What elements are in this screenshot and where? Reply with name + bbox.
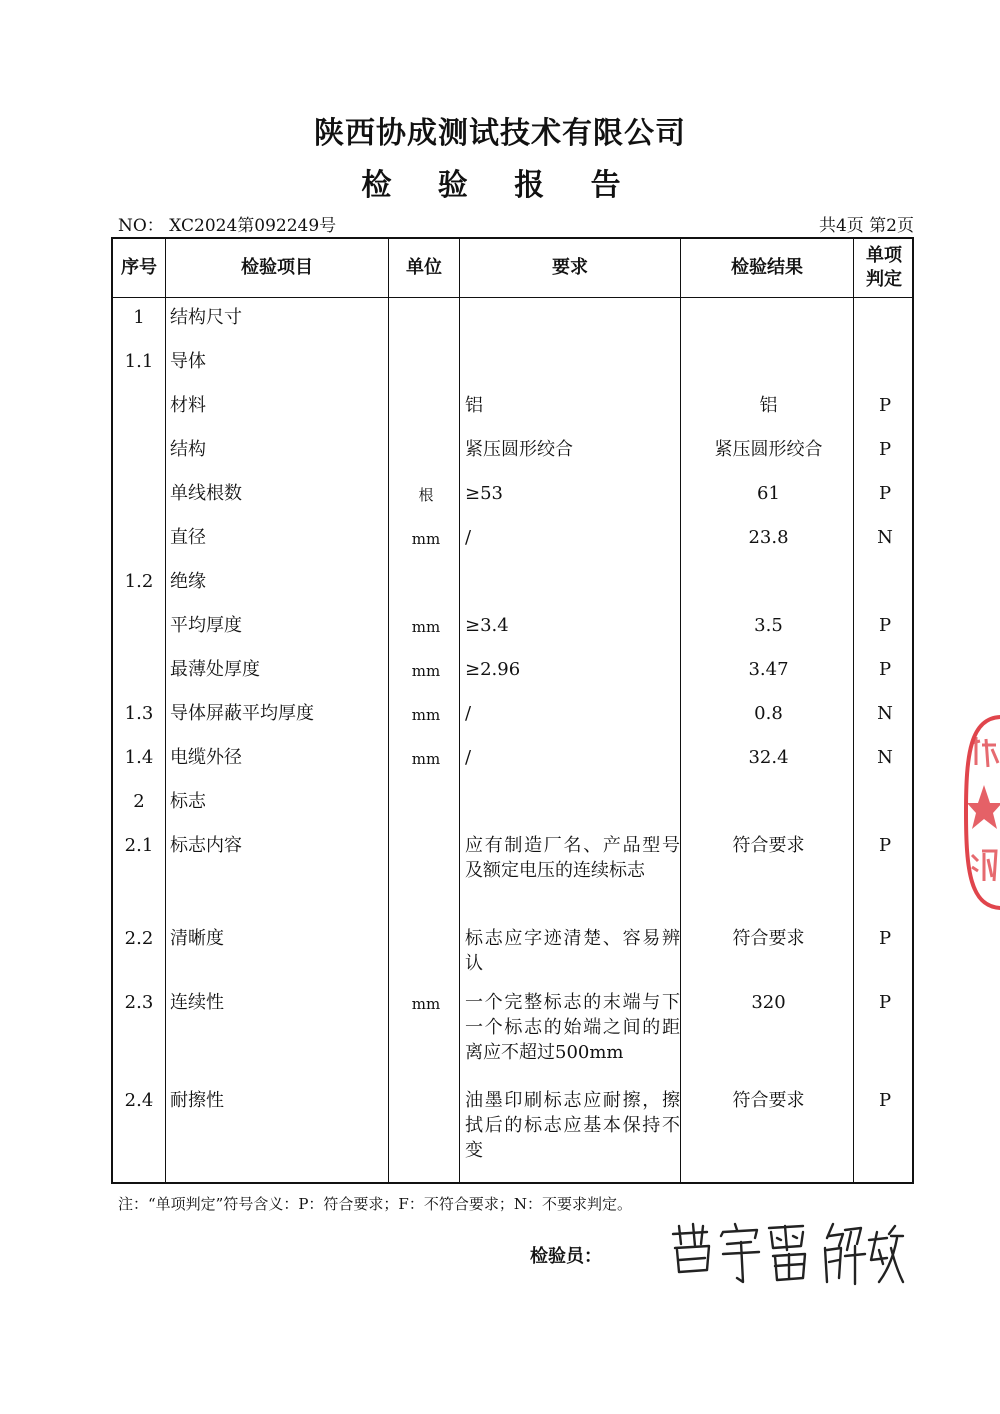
row-unit: mm: [411, 706, 441, 724]
row-judgment: P: [878, 992, 892, 1013]
row-requirement: ≥3.4: [465, 615, 509, 636]
page-indicator: 共4页 第2页: [818, 216, 914, 236]
report-meta: [118, 211, 914, 235]
row-seq: 1: [133, 307, 145, 328]
row-requirement: 一个完整标志的末端与下一个标志的始端之间的距离应不超过500mm: [465, 992, 680, 1063]
row-seq: 2.1: [124, 835, 154, 856]
col-header-item: 检验项目: [241, 257, 313, 278]
row-judgment: P: [878, 615, 892, 636]
seal-stamp-image: [962, 715, 1000, 910]
col-header-judgment-line1: 单项: [866, 245, 902, 266]
row-result: 61: [757, 483, 780, 504]
col-header-unit: 单位: [406, 257, 442, 278]
row-item: 连续性: [170, 992, 224, 1013]
row-result: 符合要求: [732, 835, 805, 856]
row-result: 320: [751, 992, 786, 1013]
row-unit: mm: [411, 995, 441, 1013]
row-judgment: N: [877, 527, 893, 548]
row-result: 0.8: [754, 703, 783, 724]
row-unit: 根: [418, 486, 434, 504]
row-judgment: P: [878, 1090, 892, 1111]
row-result: 符合要求: [732, 928, 805, 949]
row-requirement: /: [465, 527, 472, 548]
row-result: 32.4: [748, 747, 789, 768]
row-judgment: N: [877, 703, 893, 724]
col-header-judgment: [854, 239, 914, 297]
row-seq: 2.2: [124, 928, 154, 949]
row-unit: mm: [411, 750, 441, 768]
row-result: 3.5: [754, 615, 783, 636]
row-seq: 2.3: [124, 992, 154, 1013]
row-unit: mm: [411, 662, 441, 680]
col-header-judgment-line2: 判定: [866, 269, 902, 290]
row-requirement: 标志应字迹清楚、容易辨认: [465, 928, 680, 974]
row-item: 直径: [170, 527, 206, 548]
seal-stamp: [962, 715, 1000, 910]
row-item: 平均厚度: [170, 615, 242, 636]
row-requirement: /: [465, 703, 472, 724]
col-header-seq: 序号: [121, 257, 157, 278]
row-requirement: /: [465, 747, 472, 768]
row-item: 清晰度: [170, 928, 224, 949]
row-item: 绝缘: [170, 571, 206, 592]
row-judgment: P: [878, 439, 892, 460]
row-item: 结构: [170, 439, 206, 460]
row-judgment: P: [878, 835, 892, 856]
row-seq: 1.4: [124, 747, 154, 768]
inspector-label: 检验员：: [530, 1246, 602, 1267]
row-item: 标志: [170, 791, 206, 812]
row-item: 导体屏蔽平均厚度: [170, 703, 314, 724]
row-judgment: P: [878, 928, 892, 949]
row-requirement: 紧压圆形绞合: [465, 439, 573, 460]
signature-image: [665, 1220, 905, 1290]
inspection-table: [111, 237, 914, 1184]
row-unit: mm: [411, 618, 441, 636]
row-item: 电缆外径: [170, 747, 242, 768]
row-result: 3.47: [748, 659, 789, 680]
legend-note: 注：“单项判定”符号含义：P：符合要求；F：不符合要求；N：不要求判定。: [118, 1195, 632, 1213]
col-header-result: 检验结果: [731, 257, 803, 278]
row-requirement: ≥2.96: [465, 659, 521, 680]
report-number: NO： XC2024第092249号: [118, 216, 337, 236]
row-result: 铝: [759, 395, 778, 416]
row-item: 标志内容: [170, 835, 242, 856]
row-item: 最薄处厚度: [170, 659, 260, 680]
row-item: 耐擦性: [170, 1090, 224, 1111]
report-title: 检 验 报 告: [361, 168, 639, 203]
row-unit: mm: [411, 530, 441, 548]
row-item: 导体: [170, 351, 206, 372]
row-seq: 2: [133, 791, 145, 812]
row-seq: 1.2: [124, 571, 154, 592]
row-item: 材料: [170, 395, 206, 416]
row-judgment: P: [878, 483, 892, 504]
row-judgment: N: [877, 747, 893, 768]
row-result: 紧压圆形绞合: [714, 439, 823, 460]
row-requirement: 应有制造厂名、产品型号及额定电压的连续标志: [465, 835, 680, 881]
row-item: 单线根数: [170, 483, 242, 504]
row-seq: 1.3: [124, 703, 154, 724]
col-header-requirement: 要求: [552, 257, 588, 278]
company-name: 陕西协成测试技术有限公司: [314, 116, 686, 151]
row-seq: 2.4: [124, 1090, 154, 1111]
inspector-signature: [665, 1220, 905, 1294]
row-requirement: 铝: [465, 395, 483, 416]
row-seq: 1.1: [124, 351, 154, 372]
row-judgment: P: [878, 659, 892, 680]
row-judgment: P: [878, 395, 892, 416]
row-item: 结构尺寸: [170, 307, 242, 328]
row-requirement: ≥53: [465, 483, 503, 504]
row-result: 符合要求: [732, 1090, 805, 1111]
row-requirement: 油墨印刷标志应耐擦，擦拭后的标志应基本保持不变: [465, 1090, 680, 1161]
row-result: 23.8: [748, 527, 789, 548]
